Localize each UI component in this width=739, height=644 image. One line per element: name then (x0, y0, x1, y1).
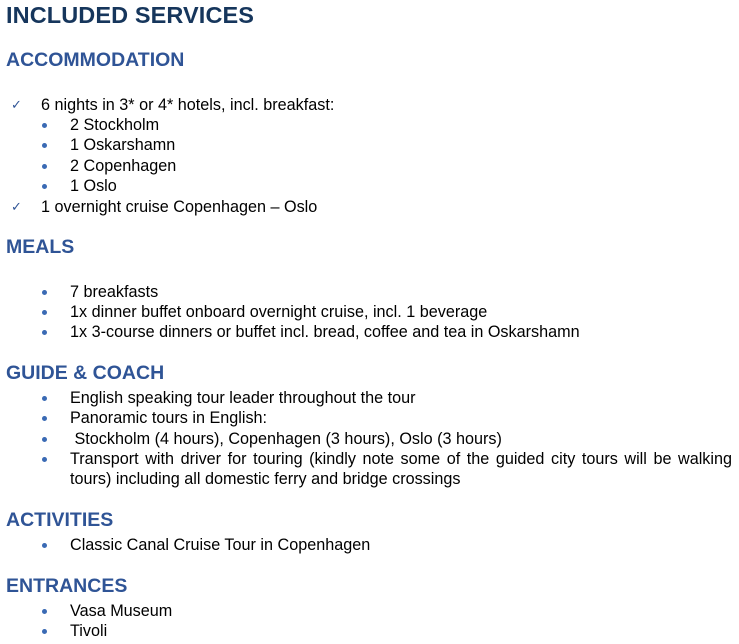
list-item: Panoramic tours in English: (70, 409, 268, 427)
section-heading-guide-coach: GUIDE & COACH (6, 362, 165, 384)
list-item: 2 Stockholm (70, 116, 160, 134)
checkmark-icon: ✓ (11, 97, 22, 112)
list-item: Transport with driver for touring (kindly note some of the guided city tours will be walking tours) including all domestic ferry and bridge crossings (70, 450, 732, 488)
section-heading-activities: ACTIVITIES (6, 509, 114, 531)
page-title: INCLUDED SERVICES (6, 2, 255, 28)
list-item: Vasa Museum (70, 602, 173, 620)
bullet-dot-icon (42, 629, 47, 634)
bullet-dot-icon (42, 184, 47, 189)
bullet-dot-icon (42, 123, 47, 128)
list-item: 1 Oskarshamn (70, 136, 176, 154)
bullet-dot-icon (42, 310, 47, 315)
bullet-dot-icon (42, 290, 47, 295)
section-heading-accommodation: ACCOMMODATION (6, 49, 185, 71)
list-item: 1x dinner buffet onboard overnight cruise, incl. 1 beverage (70, 303, 488, 321)
list-item: 2 Copenhagen (70, 157, 177, 175)
bullet-dot-icon (42, 543, 47, 548)
list-item: 6 nights in 3* or 4* hotels, incl. breakfast: (41, 96, 335, 114)
list-item: 1x 3-course dinners or buffet incl. bread, coffee and tea in Oskarshamn (70, 323, 580, 341)
bullet-dot-icon (42, 416, 47, 421)
bullet-dot-icon (42, 609, 47, 614)
list-item: 1 overnight cruise Copenhagen – Oslo (41, 198, 318, 216)
list-item: Tivoli (70, 622, 108, 640)
list-item: Stockholm (4 hours), Copenhagen (3 hours), Oslo (3 hours) (70, 430, 502, 448)
list-item: 7 breakfasts (70, 283, 159, 301)
section-heading-entrances: ENTRANCES (6, 575, 128, 597)
list-item: Classic Canal Cruise Tour in Copenhagen (70, 536, 371, 554)
bullet-dot-icon (42, 164, 47, 169)
section-heading-meals: MEALS (6, 236, 75, 258)
bullet-dot-icon (42, 437, 47, 442)
checkmark-icon: ✓ (11, 199, 22, 214)
bullet-dot-icon (42, 457, 47, 462)
bullet-dot-icon (42, 396, 47, 401)
bullet-dot-icon (42, 330, 47, 335)
list-item: English speaking tour leader throughout the tour (70, 389, 416, 407)
bullet-dot-icon (42, 143, 47, 148)
list-item: 1 Oslo (70, 177, 117, 195)
